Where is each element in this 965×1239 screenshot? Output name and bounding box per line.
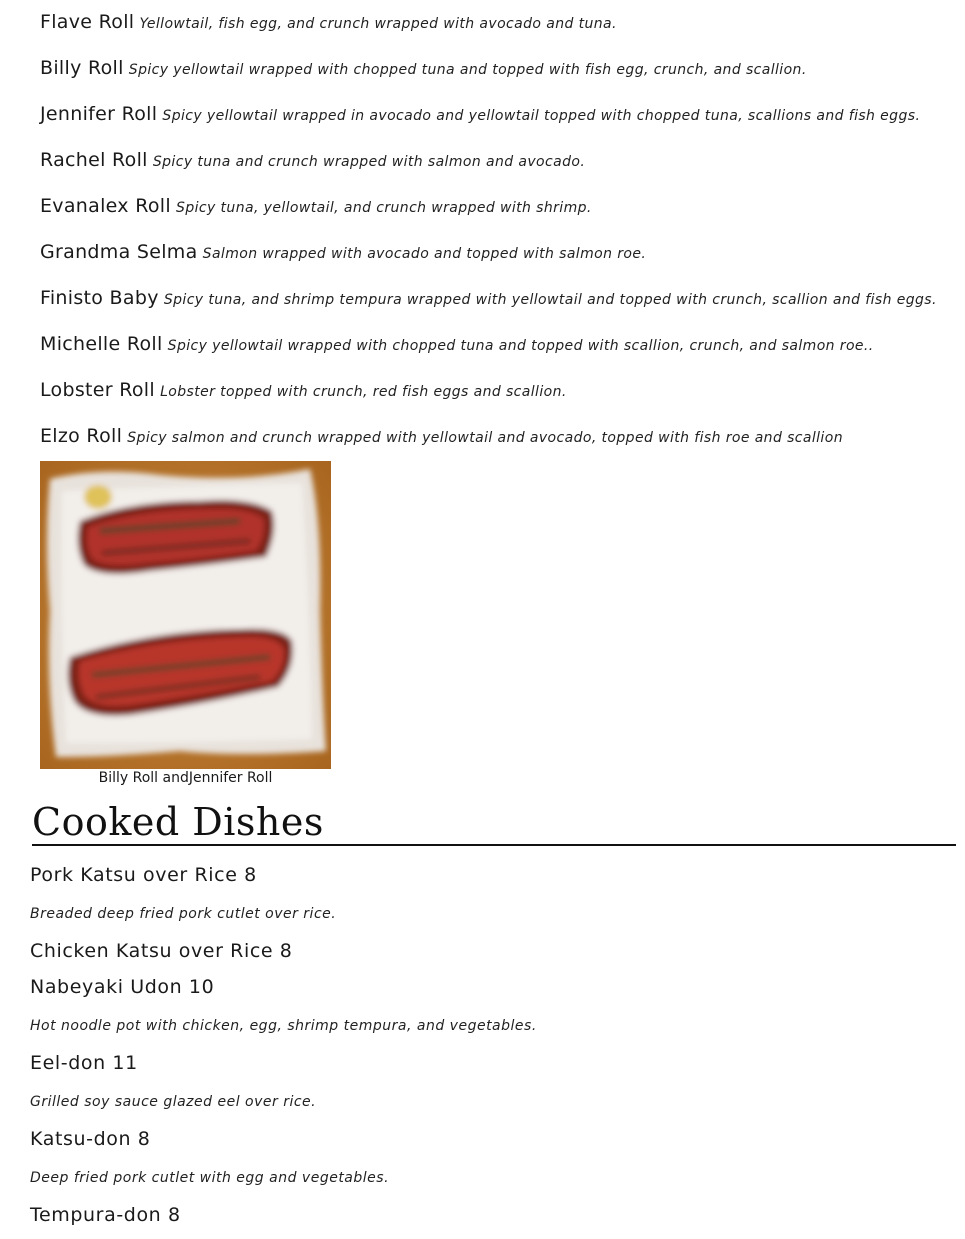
roll-name: Lobster Roll <box>40 379 155 401</box>
dish-name: Nabeyaki Udon 10 <box>30 976 215 998</box>
dish-description: Grilled soy sauce glazed eel over rice. <box>30 1094 317 1110</box>
dish-name: Pork Katsu over Rice 8 <box>30 864 257 886</box>
roll-item <box>40 239 960 285</box>
roll-name: Evanalex Roll <box>40 195 171 217</box>
roll-description: Salmon wrapped with avocado and topped with salmon roe. <box>202 246 647 262</box>
roll-item <box>40 55 960 101</box>
roll-description: Yellowtail, fish egg, and crunch wrapped with avocado and tuna. <box>139 16 617 32</box>
roll-item <box>40 101 960 147</box>
dish-description: Hot noodle pot with chicken, egg, shrimp tempura, and vegetables. <box>30 1018 537 1034</box>
roll-description: Spicy tuna and crunch wrapped with salmon and avocado. <box>152 154 586 170</box>
roll-name: Grandma Selma <box>40 241 198 263</box>
dish-name: Eel-don 11 <box>30 1052 138 1074</box>
roll-name: Billy Roll <box>40 57 124 79</box>
sushi-plate-image <box>40 461 331 769</box>
roll-name: Flave Roll <box>40 11 135 33</box>
roll-item <box>40 285 960 331</box>
photo-caption: Billy Roll andJennifer Roll <box>98 770 273 786</box>
roll-item <box>40 9 960 55</box>
dish-description: Deep fried pork cutlet with egg and vegetables. <box>30 1170 390 1186</box>
roll-item <box>40 193 960 239</box>
dish-description: Breaded deep fried pork cutlet over rice. <box>30 906 337 922</box>
roll-name: Jennifer Roll <box>40 103 158 125</box>
section-title-cooked-dishes: Cooked Dishes <box>32 800 324 844</box>
specialty-rolls-list <box>40 9 960 469</box>
roll-item <box>40 331 960 377</box>
roll-description: Spicy tuna, and shrimp tempura wrapped with yellowtail and topped with crunch, scallion and fish eggs. <box>163 292 937 308</box>
roll-description: Spicy salmon and crunch wrapped with yellowtail and avocado, topped with fish roe and scallion <box>127 430 843 446</box>
roll-name: Michelle Roll <box>40 333 163 355</box>
sushi-photo[interactable] <box>40 461 331 769</box>
roll-description: Spicy yellowtail wrapped in avocado and yellowtail topped with chopped tuna, scallions and fish eggs. <box>162 108 921 124</box>
roll-name: Elzo Roll <box>40 425 123 447</box>
roll-description: Lobster topped with crunch, red fish eggs and scallion. <box>160 384 567 400</box>
section-divider <box>32 844 956 846</box>
roll-item <box>40 147 960 193</box>
roll-item <box>40 377 960 423</box>
roll-name: Rachel Roll <box>40 149 148 171</box>
sushi-photo-figure <box>40 461 331 786</box>
dish-name: Katsu-don 8 <box>30 1128 151 1150</box>
roll-name: Finisto Baby <box>40 287 159 309</box>
roll-description: Spicy yellowtail wrapped with chopped tuna and topped with scallion, crunch, and salmon roe.. <box>167 338 874 354</box>
cooked-dishes-list <box>30 862 950 1228</box>
roll-description: Spicy yellowtail wrapped with chopped tuna and topped with fish egg, crunch, and scallion. <box>128 62 807 78</box>
roll-description: Spicy tuna, yellowtail, and crunch wrapped with shrimp. <box>176 200 592 216</box>
dish-name: Chicken Katsu over Rice 8 <box>30 940 293 962</box>
dish-name: Tempura-don 8 <box>30 1204 181 1226</box>
